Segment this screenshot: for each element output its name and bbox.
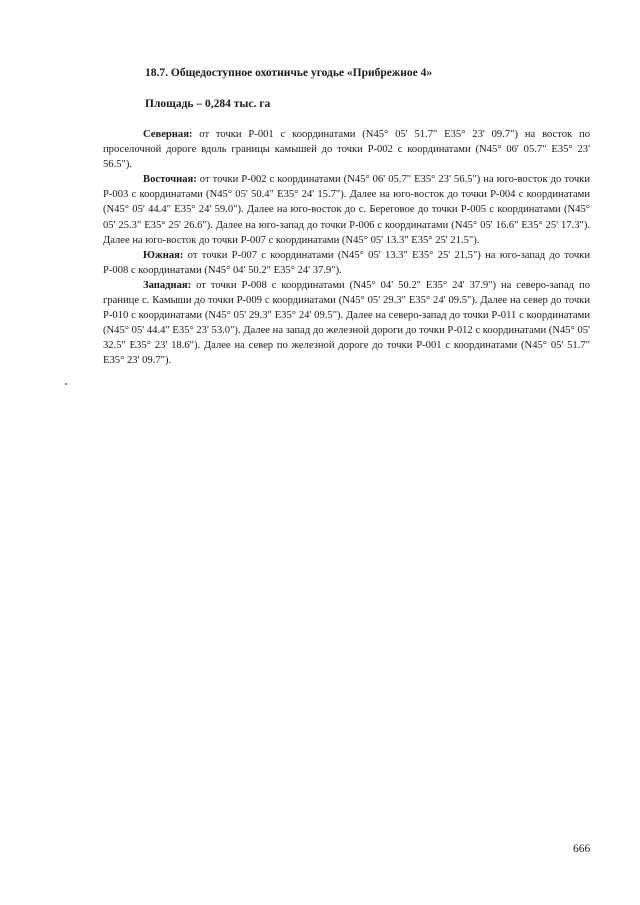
- boundary-paragraph-west: [103, 278, 590, 369]
- boundary-text: от точки Р-001 с координатами (N45° 05' 51.7" E35° 23' 09.7") на восток по проселочной дороге вдоль границы камышей до точки Р-002 с координатами (N45° 06' 05.7" E35° 23' 56.5").: [103, 129, 590, 171]
- section-title: 18.7. Общедоступное охотничье угодье «Прибрежное 4»: [145, 67, 433, 79]
- boundary-paragraph-east: [103, 172, 590, 247]
- boundary-paragraph-south: [103, 248, 590, 278]
- boundary-label: Южная:: [143, 249, 184, 261]
- page-number: 666: [573, 843, 591, 855]
- boundary-text: от точки Р-007 с координатами (N45° 05' 13.3" E35° 25' 21.5") на юго-запад до точки Р-008 с координатами (N45° 04' 50.2" E35° 24' 37.9").: [103, 249, 590, 276]
- scan-speck: [65, 383, 67, 385]
- area-statement: Площадь – 0,284 тыс. га: [145, 98, 271, 110]
- boundary-paragraph-north: [103, 127, 590, 172]
- boundary-text: от точки Р-002 с координатами (N45° 06' 05.7" E35° 23' 56.5") на юго-восток до точки Р-003 с координатами (N45° 05' 50.4" E35° 24' 15.7"). Далее на юго-восток до точки Р-004 с координатами (N45° 05' 44.4" E35° 24' 59.0"). Далее на юго-восток до с. Береговое до точки Р-005 с координатами (N45° 05' 25.3" E35° 25' 26.6"). Далее на юго-запад до точки Р-006 с координатами (N45° 05' 16.6" E35° 25' 17.3"). Далее на юго-восток до точки Р-007 с координатами (N45° 05' 13.3" E35° 25' 21.5").: [103, 174, 590, 246]
- boundary-label: Восточная:: [143, 174, 197, 186]
- boundary-label: Северная:: [143, 129, 193, 140]
- boundary-description: [103, 127, 590, 369]
- boundary-text: от точки Р-008 с координатами (N45° 04' 50.2" E35° 24' 37.9") на северо-запад по границе с. Камыши до точки Р-009 с координатами (N45° 05' 29.3" E35° 24' 09.5"). Далее на север до точки Р-010 с координатами (N45° 05' 29.3" E35° 24' 09.5"). Далее на северо-запад до точки Р-011 с координатами (N45° 05' 44.4" E35° 23' 53.0"). Далее на запад до железной дороги до точки Р-012 с координатами (N45° 05' 32.5" E35° 23' 18.6"). Далее на север по железной дороге до точки Р-001 с координатами (N45° 05' 51.7" E35° 23' 09.7").: [103, 279, 590, 367]
- boundary-label: Западная:: [143, 279, 192, 291]
